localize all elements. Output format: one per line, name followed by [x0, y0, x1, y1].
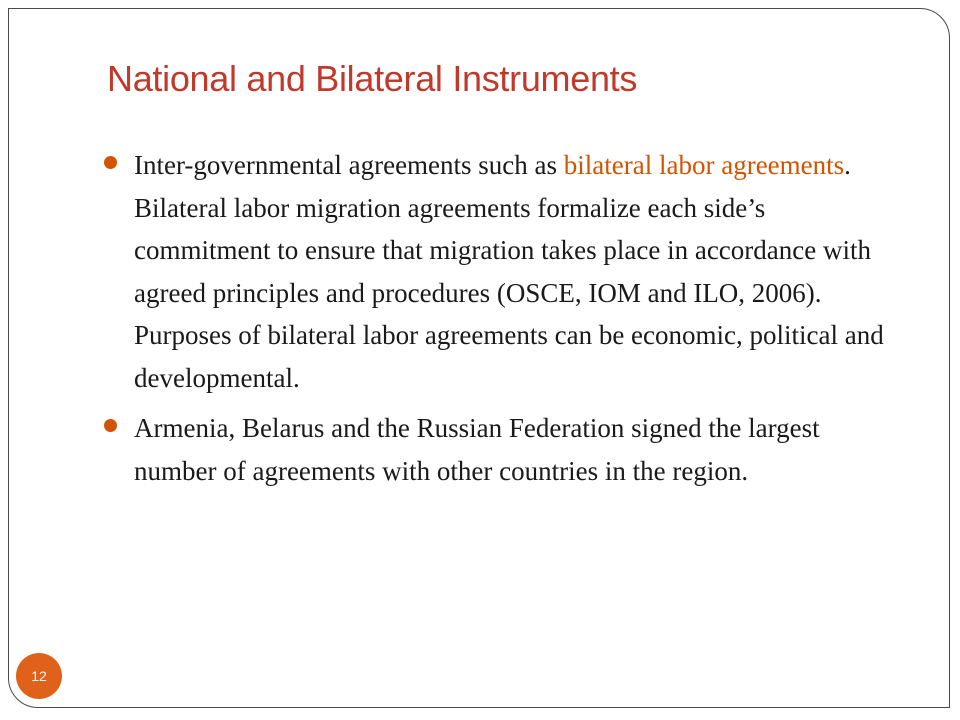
bullet-item-1 — [104, 144, 904, 399]
bullet-1-text-after: . Bilateral labor migration agreements formalize each side’s commitment to ensure that migration takes place in accordance with agreed principles and procedures (OSCE, IOM and ILO, 2006). Purposes of bilateral labor agreements can be economic, political and developmental. — [134, 150, 884, 393]
bullet-item-2 — [104, 407, 904, 492]
bullet-1-text-before: Inter-governmental agreements such as — [134, 150, 564, 180]
bullet-2-text: Armenia, Belarus and the Russian Federation signed the largest number of agreements with other countries in the region. — [134, 413, 820, 486]
bullet-dot-icon — [104, 419, 117, 432]
bullet-dot-icon — [104, 156, 117, 169]
slide-title: National and Bilateral Instruments — [107, 58, 638, 99]
bullet-1-highlight: bilateral labor agreements — [563, 150, 845, 180]
bullet-list — [104, 144, 904, 500]
page-number-badge: 12 — [16, 653, 62, 699]
